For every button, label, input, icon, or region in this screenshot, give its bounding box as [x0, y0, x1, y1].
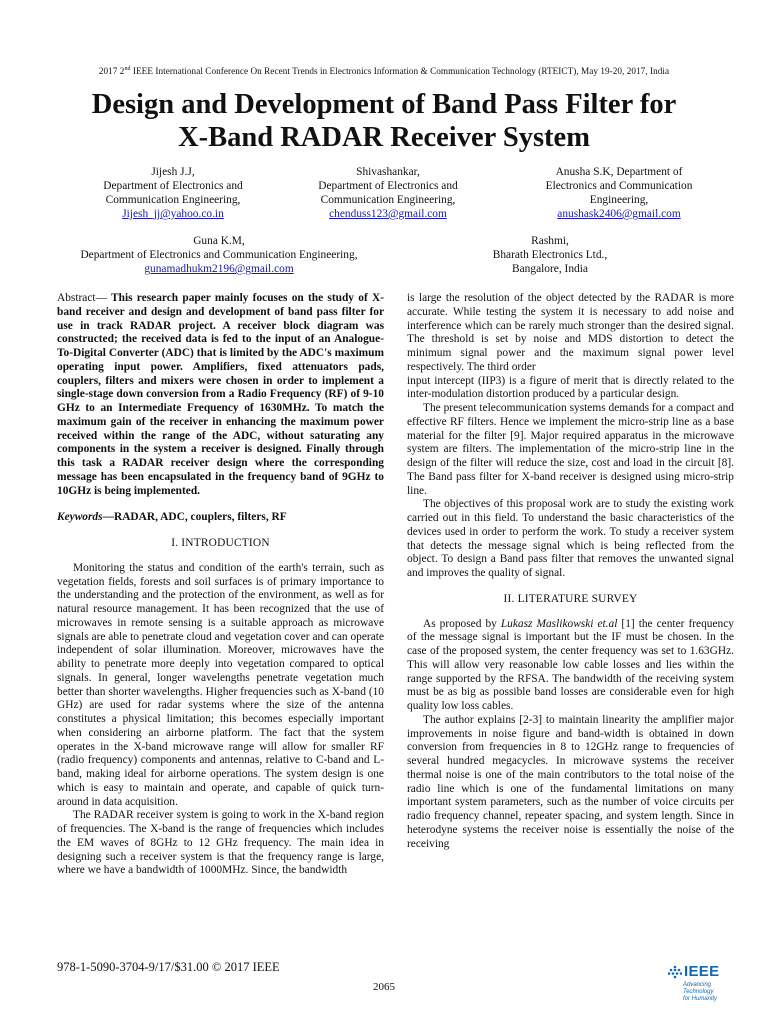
author-block-2 — [275, 165, 501, 221]
ieee-tagline-line-2: for Humanity — [683, 996, 718, 1002]
ieee-wordmark: IEEE — [684, 963, 720, 980]
intro-paragraph: The RADAR receiver system is going to work in the X-band region of frequencies. The X-band is the range of frequencies which includes the EM waves of 8GHz to 12 GHz frequency. The main idea in designing such a receiver system is that the frequency range is large, where we have a bandwidth of 1000MHz. Since, the bandwidth — [57, 809, 384, 877]
paper-title — [0, 88, 768, 154]
literature-paragraph: The author explains [2-3] to maintain linearity the amplifier major improvements in noise figure and band-width is obtained in down conversion from frequencies in 8 to 12GHz range to frequencies of several hundred megacycles. In microwave systems the receiver thermal noise is one of the main contributors to the total noise of the radio line which is one of the fundamental limitations on many important system parameters, such as the number of voice circuits per radio frequency channel, repeater spacing, and system length. Since in heterodyne systems the receiver noise is essentially the noise of the receiving — [407, 713, 734, 850]
conference-ordinal: nd — [124, 66, 131, 72]
body-paragraph: is large the resolution of the object detected by the RADAR is more accurate. While testing the system it is necessary to add noise and interference which can be rarely much stronger than the desired signal. The threshold is set by noise and MDS distortion to detect the minimum signal power and the maximum signal power level respectively. The third order — [407, 292, 734, 373]
author-name: Jijesh J.J, — [151, 166, 195, 178]
cited-author: Lukasz Maslikowski et.al — [500, 617, 618, 630]
ieee-logo — [668, 963, 734, 1002]
author-block-3 — [506, 165, 732, 221]
ieee-tagline — [683, 982, 734, 1003]
author-name: Shivashankar, — [356, 166, 420, 178]
body-paragraph: The objectives of this proposal work are to study the existing work carried out in this field. To understand the basic characteristics of the devices used in order to perform the work. To study a receiver system that detects the message signal which is being reflected from the object. To design a Band pass filter that removes the unwanted signal and improves the quality of signal. — [407, 498, 734, 579]
author-name: Anusha S.K, Department of — [555, 166, 683, 178]
body-paragraph: The present telecommunication systems demands for a compact and effective RF filters. Hence we implement the micro-strip line as a base material for the filter [9]. Major required apparatus in the microwave system are filters. The implementation of the micro-strip line in the design of the filter will reduce the size, cost and load in the circuit [8]. The Band pass filter for X-band receiver is designed using micro-strip line. — [407, 402, 734, 497]
abstract-label: Abstract— — [57, 292, 107, 304]
ieee-tagline-line-1: Advancing Technology — [683, 982, 714, 995]
author-email-link[interactable]: gunamadhukm2196@gmail.com — [144, 263, 294, 275]
author-name: Rashmi, — [531, 235, 569, 247]
intro-paragraph: Monitoring the status and condition of the earth's terrain, such as vegetation fields, forests and soil surfaces is of primary importance to the understanding and the protection of the environment, as well as for natural resource management. It has been recognized that the use of microwaves in remote sensing is a suitable approach as microwave signals are able to penetrate cloud and vegetation cover and can operate independent of solar illumination. Moreover, microwaves have the ability to penetrate more deeply into vegetation compared to optical signals. In general, longer wavelengths penetrate vegetation much better than shorter wavelengths. Higher frequencies such as X-band (10 GHz) are used for radar systems where the size of the antenna constitutes a physical limitation; this becomes especially important when considering an airborne platform. The fact that the system operates in the X-band microwave range will allow for smaller RF (radio frequency) components and antennas, relative to C-band and L-band, making ideal for airborne operations. The system design is one which is easy to maintain and operate, and capable of quick turn-around in data acquisition. — [57, 561, 384, 808]
lit-text: [1] the center frequency of the message signal is important but the IF must be chosen. In the case of the proposed system, the center frequency was set to 1.63GHz. This will allow very reasonable low cable losses and lies within the range supported by the RFSA. The bandwidth of the receiving system must be as big as possible band losses are considerable even for high quality low loss cables. — [407, 617, 734, 712]
author-affiliation: Department of Electronics and Communication Engineering, — [80, 249, 358, 261]
keywords-text: —RADAR, ADC, couplers, filters, RF — [102, 511, 287, 524]
literature-paragraph — [407, 618, 734, 714]
author-location: Bangalore, India — [512, 263, 588, 275]
author-email-link[interactable]: chenduss123@gmail.com — [329, 208, 447, 220]
title-line-2: X-Band RADAR Receiver System — [178, 122, 590, 153]
author-affiliation: Department of Electronics and — [318, 180, 458, 192]
author-email-link[interactable]: Jijesh_jj@yahoo.co.in — [122, 208, 224, 220]
right-column — [407, 292, 734, 851]
copyright-notice: 978-1-5090-3704-9/17/$31.00 © 2017 IEEE — [57, 960, 280, 974]
author-block-4 — [52, 234, 386, 276]
page-number: 2065 — [373, 981, 395, 993]
section-heading-literature-survey: II. LITERATURE SURVEY — [503, 592, 638, 605]
abstract — [57, 292, 384, 498]
author-affiliation: Engineering, — [589, 194, 649, 206]
left-column — [57, 292, 384, 878]
author-block-5 — [420, 234, 680, 276]
section-heading-introduction: I. INTRODUCTION — [171, 537, 270, 549]
author-affiliation: Bharath Electronics Ltd., — [492, 249, 608, 261]
author-email-link[interactable]: anushask2406@gmail.com — [557, 208, 681, 220]
author-name: Guna K.M, — [193, 235, 245, 247]
conference-header — [0, 66, 768, 76]
title-line-1: Design and Development of Band Pass Filter for — [91, 89, 677, 120]
author-affiliation: Communication Engineering, — [105, 194, 241, 206]
ieee-diamond-icon — [668, 965, 682, 979]
body-paragraph: input intercept (IIP3) is a figure of merit that is directly related to the inter-modulation distortion produced by a particular design. — [407, 374, 734, 401]
lit-text: As proposed by — [423, 617, 501, 630]
author-block-1 — [60, 165, 286, 221]
keywords-label: Keywords — [57, 511, 103, 524]
abstract-text: This research paper mainly focuses on the study of X-band receiver and design and development of band pass filter for use in track RADAR project. A receiver block diagram was constructed; the received data is fed to the input of an Analogue-To-Digital Converter (ADC) that is limited by the ADC's maximum operating input power. Amplifiers, fixed attenuators pads, couplers, filters and mixers were chosen in order to implement a single-stage down conversion from a Radio Frequency (RF) of 9-10 GHz to an Intermediate Frequency of 1630MHz. To match the maximum gain of the receiver in enhancing the maximum power received within the range of the ADC, without saturating any components in the system a receiver is designed. Finally through this task a RADAR receiver design where the corresponding message has been encapsulated in the frequency band of 9GHz to 10GHz is being implemented. — [57, 292, 384, 497]
author-affiliation: Communication Engineering, — [320, 194, 456, 206]
keywords — [57, 511, 384, 525]
author-affiliation: Department of Electronics and — [103, 180, 243, 192]
author-affiliation: Electronics and Communication — [545, 180, 693, 192]
conference-prefix: 2017 2 — [98, 66, 125, 77]
conference-name: IEEE International Conference On Recent Trends in Electronics Information & Communication Technology (RTEICT), May 19-20, 2017, India — [130, 66, 670, 77]
